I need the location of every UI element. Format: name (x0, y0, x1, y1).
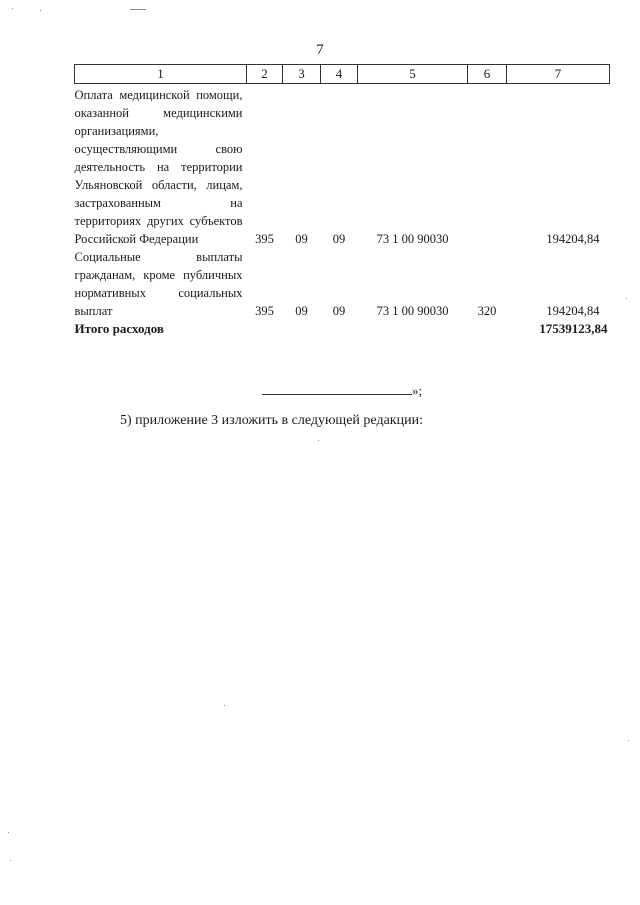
column-header-7: 7 (507, 65, 610, 84)
closing-quote-mark (262, 382, 422, 399)
scan-speck (12, 8, 13, 9)
column-header-6: 6 (468, 65, 507, 84)
row-expense-type (468, 84, 507, 249)
signature-line (262, 382, 412, 395)
row-subsection-code: 09 (332, 304, 346, 318)
row-expense-type: 320 (477, 304, 497, 318)
scan-speck (130, 9, 146, 10)
row-target-article: 73 1 00 90030 (376, 232, 449, 246)
row-amount: 194204,84 (546, 304, 600, 318)
total-amount: 17539123,84 (539, 321, 608, 336)
row-section-code: 09 (295, 304, 308, 318)
scan-speck (626, 298, 627, 299)
row-ministry-code: 395 (255, 232, 274, 246)
scan-speck (224, 705, 225, 706)
row-subsection-code: 09 (332, 232, 346, 246)
scan-speck (10, 860, 11, 861)
scan-speck (8, 832, 9, 833)
column-header-1: 1 (75, 65, 247, 84)
total-row (75, 320, 610, 338)
amendment-instruction: 5) приложение 3 изложить в следующей редакции: (120, 413, 423, 428)
row-name: Оплата медицинской помощи, оказанной медицинскими организациями, осуществляющими свою деятельность на территории Ульяновской области, лицам, застрахованным на территориях других субъектов Российской Федерации (74, 88, 243, 246)
table-row (75, 84, 610, 249)
row-section-code: 09 (295, 232, 308, 246)
row-amount: 194204,84 (546, 232, 600, 246)
column-header-4: 4 (321, 65, 358, 84)
table-header-row (75, 65, 610, 84)
total-label: Итого расходов (74, 321, 164, 336)
row-target-article: 73 1 00 90030 (376, 304, 449, 318)
row-ministry-code: 395 (255, 304, 274, 318)
scan-speck (318, 440, 319, 441)
column-header-2: 2 (247, 65, 283, 84)
expenditure-table (74, 64, 610, 338)
closing-mark-text: »; (412, 383, 423, 398)
row-name: Социальные выплаты гражданам, кроме публичных нормативных социальных выплат (74, 250, 243, 318)
scan-speck (40, 10, 41, 11)
page-number: 7 (316, 42, 324, 58)
column-header-3: 3 (283, 65, 321, 84)
scan-speck (628, 740, 629, 741)
table-row (75, 248, 610, 320)
column-header-5: 5 (358, 65, 468, 84)
